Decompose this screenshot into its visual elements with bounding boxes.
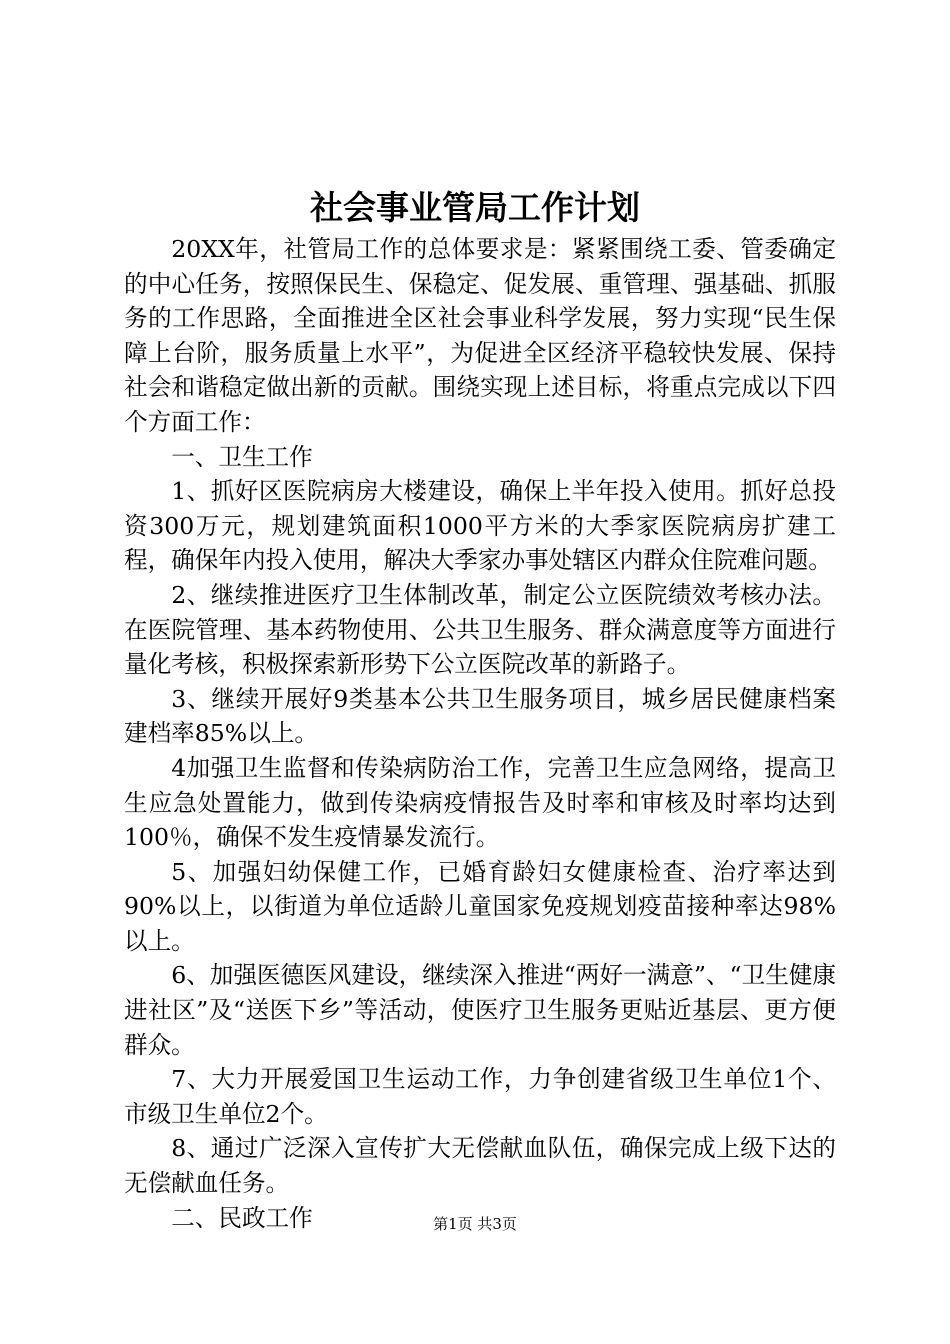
page-footer: 第1页 共3页 xyxy=(433,1215,517,1233)
paragraph-item-3: 3、继续开展好9类基本公共卫生服务项目，城乡居民健康档案建档率85%以上。 xyxy=(124,684,836,748)
paragraph-item-7: 7、大力开展爱国卫生运动工作，力争创建省级卫生单位1个、市级卫生单位2个。 xyxy=(124,1065,836,1128)
paragraph-item-1: 1、抓好区医院病房大楼建设，确保上半年投入使用。抓好总投资300万元，规划建筑面积1000平方米的大季家医院病房扩建工程，确保年内投入使用，解决大季家办事处辖区内群众住院难问题。 xyxy=(124,477,836,575)
paragraph-intro: 20XX年，社管局工作的总体要求是：紧紧围绕工委、管委确定的中心任务，按照保民生、保稳定、促发展、重管理、强基础、抓服务的工作思路，全面推进全区社会事业科学发展，努力实现“民生保障上台阶，服务质量上水平”，为促进全区经济平稳较快发展、保持社会和谐稳定做出新的贡献。围绕实现上述目标，将重点完成以下四个方面工作： xyxy=(124,235,836,436)
document-title: 社会事业管局工作计划 xyxy=(310,188,640,227)
paragraph-item-4: 4加强卫生监督和传染病防治工作，完善卫生应急网络，提高卫生应急处置能力，做到传染病疫情报告及时率和审核及时率均达到100％，确保不发生疫情暴发流行。 xyxy=(124,753,836,852)
paragraph-item-5: 5、加强妇幼保健工作，已婚育龄妇女健康检查、治疗率达到90%以上，以街道为单位适龄儿童国家免疫规划疫苗接种率达98%以上。 xyxy=(124,857,836,955)
document-body xyxy=(124,232,836,1235)
paragraph-item-8: 8、通过广泛深入宣传扩大无偿献血队伍，确保完成上级下达的无偿献血任务。 xyxy=(124,1134,836,1198)
section-heading-health: 一、卫生工作 xyxy=(171,442,313,471)
section-heading-civil-affairs: 二、民政工作 xyxy=(171,1203,313,1232)
paragraph-item-2: 2、继续推进医疗卫生体制改革，制定公立医院绩效考核办法。在医院管理、基本药物使用、公共卫生服务、群众满意度等方面进行量化考核，积极探索新形势下公立医院改革的新路子。 xyxy=(124,580,836,679)
paragraph-item-6: 6、加强医德医风建设，继续深入推进“两好一满意”、“卫生健康进社区”及“送医下乡”等活动，使医疗卫生服务更贴近基层、更方便群众。 xyxy=(124,961,836,1059)
